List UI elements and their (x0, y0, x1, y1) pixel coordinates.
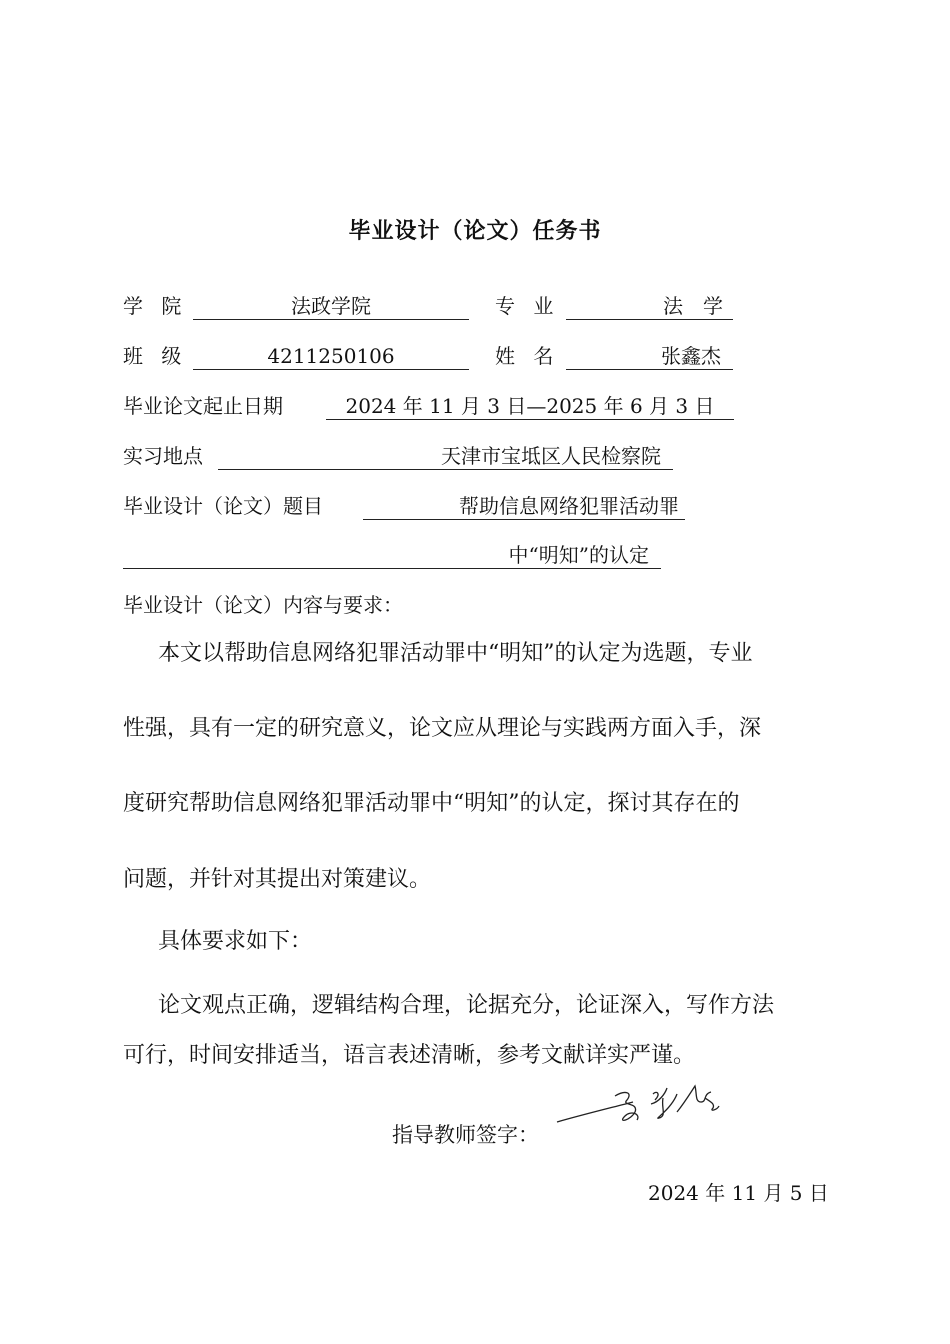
college-label: 学 院 (123, 294, 188, 318)
paragraph-line-2: 性强，具有一定的研究意义，论文应从理论与实践两方面入手，深 (123, 716, 762, 741)
row-topic-continued (123, 541, 823, 569)
dates-label: 毕业论文起止日期 (123, 394, 283, 418)
topic-field-line1 (363, 492, 685, 520)
internship-field (218, 442, 673, 470)
requirements-line-2: 可行，时间安排适当，语言表述清晰，参考文献详实严谨。 (123, 1043, 696, 1068)
content-heading: 毕业设计（论文）内容与要求： (123, 593, 403, 617)
row-internship (123, 442, 823, 470)
dates-value: 2024 年 11 月 3 日—2025 年 6 月 3 日 (345, 394, 715, 418)
name-label: 姓 名 (495, 344, 560, 368)
paragraph-line-3: 度研究帮助信息网络犯罪活动罪中“明知”的认定，探讨其存在的 (123, 791, 740, 816)
college-value: 法政学院 (291, 294, 371, 318)
handwritten-signature-icon (555, 1080, 725, 1150)
document-title: 毕业设计（论文）任务书 (348, 219, 602, 244)
requirements-line-1: 论文观点正确，逻辑结构合理，论据充分，论证深入，写作方法 (158, 993, 775, 1018)
class-field (193, 342, 469, 370)
major-label: 专 业 (495, 294, 560, 318)
name-value: 张鑫杰 (661, 344, 721, 368)
paragraph-line-4: 问题，并针对其提出对策建议。 (123, 867, 432, 892)
major-value: 法 学 (663, 294, 723, 318)
major-field (566, 292, 733, 320)
signature-date: 2024 年 11 月 5 日 (648, 1181, 829, 1205)
topic-field-line2 (123, 541, 661, 569)
requirements-heading: 具体要求如下： (158, 929, 313, 954)
row-dates (123, 392, 823, 420)
paragraph-line-1: 本文以帮助信息网络犯罪活动罪中“明知”的认定为选题，专业 (158, 641, 753, 666)
class-label: 班 级 (123, 344, 188, 368)
internship-value: 天津市宝坻区人民检察院 (441, 444, 661, 468)
internship-label: 实习地点 (123, 444, 203, 468)
name-field (566, 342, 733, 370)
topic-value-line2: 中“明知”的认定 (508, 543, 649, 567)
college-field (193, 292, 469, 320)
topic-label: 毕业设计（论文）题目 (123, 494, 323, 518)
row-college-major (123, 292, 823, 320)
row-class-name (123, 342, 823, 370)
dates-field (326, 392, 734, 420)
row-topic (123, 492, 823, 520)
topic-value-line1: 帮助信息网络犯罪活动罪 (459, 494, 679, 518)
class-value: 4211250106 (267, 344, 395, 368)
advisor-signature-label: 指导教师签字： (392, 1123, 539, 1147)
